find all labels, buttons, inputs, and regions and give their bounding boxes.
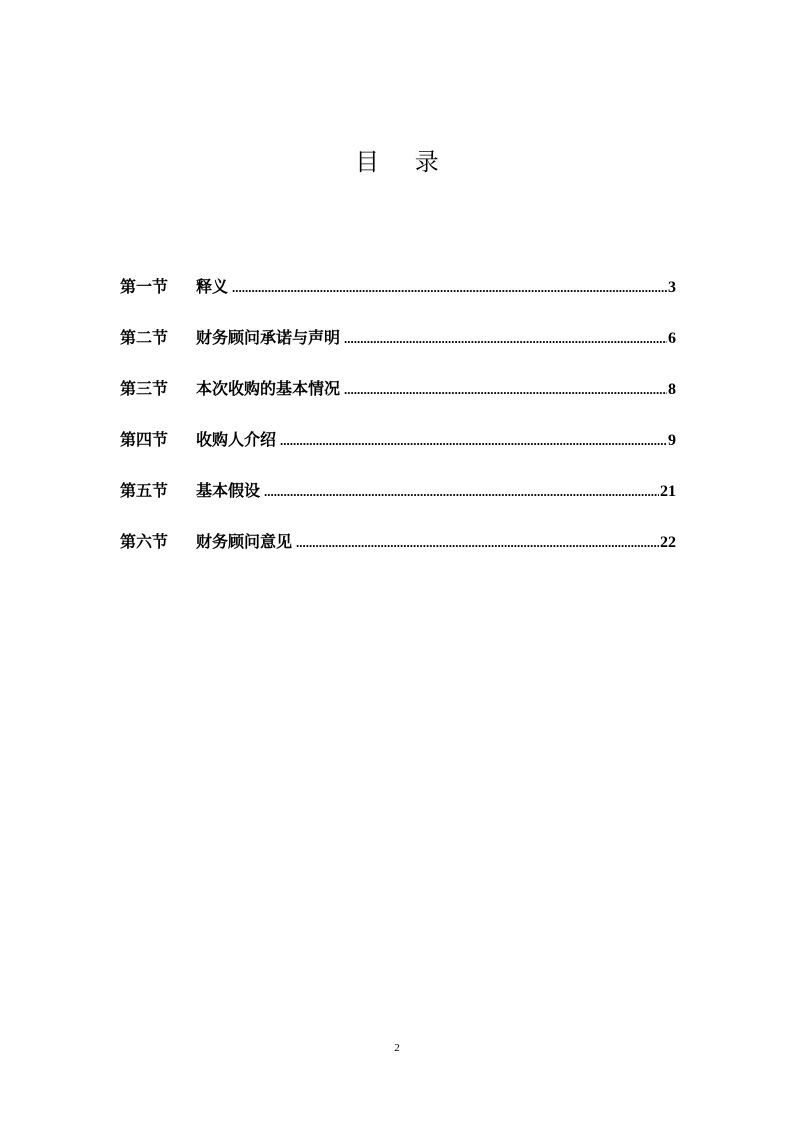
table-of-contents [120, 273, 676, 579]
toc-heading: 财务顾问意见 [196, 532, 293, 551]
toc-page-number: 21 [660, 483, 676, 500]
toc-entry[interactable] [120, 273, 676, 324]
page-title: 目 录 [355, 148, 453, 176]
toc-heading: 基本假设 [196, 481, 261, 500]
toc-entry[interactable] [120, 477, 676, 528]
toc-heading: 释义 [196, 277, 229, 296]
toc-page-number: 9 [668, 432, 676, 449]
page-number: 2 [394, 1042, 400, 1054]
toc-entry[interactable] [120, 528, 676, 579]
toc-section-number: 第二节 [120, 328, 169, 347]
toc-entry[interactable] [120, 375, 676, 426]
toc-heading: 本次收购的基本情况 [196, 379, 341, 398]
toc-dot-leader [296, 529, 659, 557]
toc-page-number: 3 [668, 279, 676, 296]
toc-heading: 收购人介绍 [196, 430, 277, 449]
toc-section-number: 第六节 [120, 532, 169, 551]
toc-heading: 财务顾问承诺与声明 [196, 328, 341, 347]
toc-dot-leader [232, 274, 667, 302]
toc-dot-leader [280, 427, 667, 455]
toc-page-number: 8 [668, 381, 676, 398]
toc-section-number: 第五节 [120, 481, 169, 500]
toc-dot-leader [264, 478, 659, 506]
toc-section-number: 第一节 [120, 277, 169, 296]
toc-section-number: 第四节 [120, 430, 169, 449]
toc-dot-leader [344, 325, 667, 353]
toc-dot-leader [344, 376, 667, 404]
toc-section-number: 第三节 [120, 379, 169, 398]
toc-page-number: 6 [668, 330, 676, 347]
toc-entry[interactable] [120, 324, 676, 375]
toc-page-number: 22 [660, 534, 676, 551]
toc-entry[interactable] [120, 426, 676, 477]
